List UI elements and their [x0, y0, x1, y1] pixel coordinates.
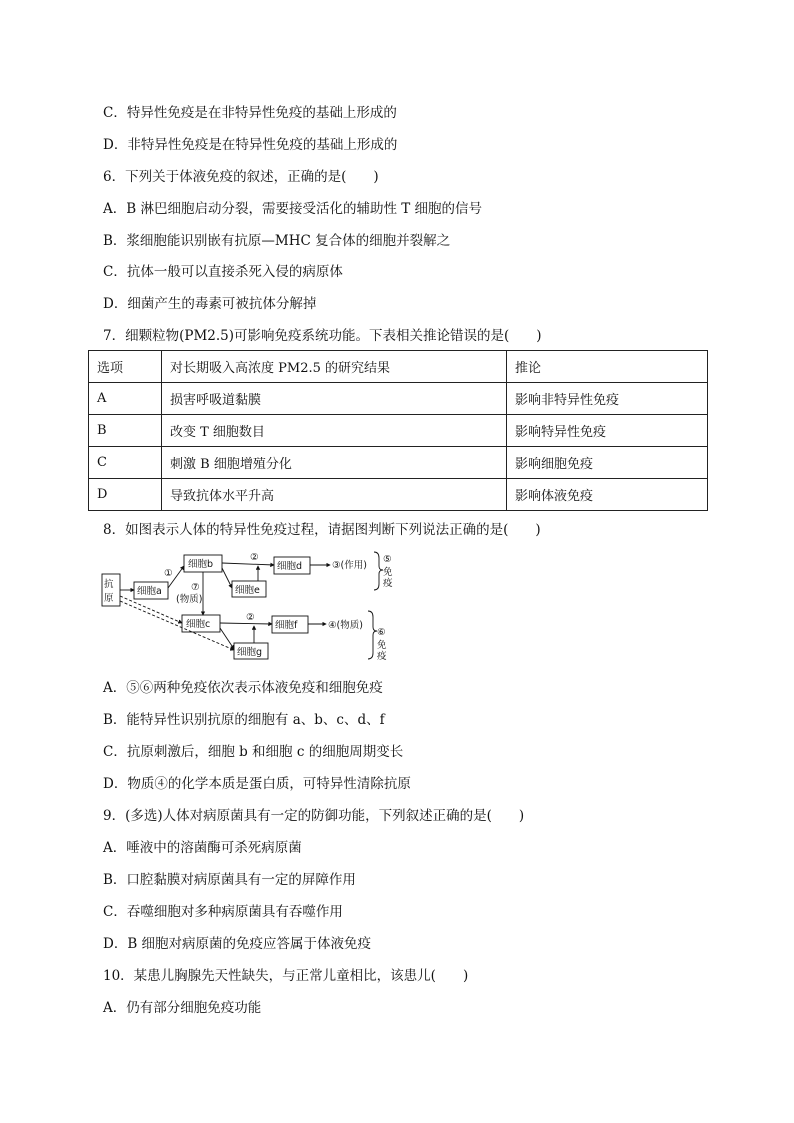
q5-option-d: D．非特异性免疫是在特异性免疫的基础上形成的: [103, 137, 398, 153]
q6-option-d: D．细菌产生的毒素可被抗体分解掉: [103, 296, 317, 312]
table-row: [89, 447, 708, 479]
table-cell: C: [89, 447, 162, 479]
q7-table: [88, 350, 708, 511]
mark-4-label: ④(物质): [328, 620, 363, 631]
cell-a-label: 细胞a: [137, 586, 162, 597]
table-header-cell: 推论: [507, 351, 708, 383]
mark-7: ⑦: [191, 582, 200, 593]
mark-2-bottom: ②: [246, 612, 255, 623]
q9-option-c: C．吞噬细胞对多种病原菌具有吞噬作用: [103, 904, 343, 920]
table-cell: 损害呼吸道黏膜: [162, 383, 507, 415]
table-header-cell: 对长期吸入高浓度 PM2.5 的研究结果: [162, 351, 507, 383]
brace-5: [374, 552, 383, 590]
antigen-label-2: 原: [104, 593, 114, 604]
table-cell: 影响体液免疫: [507, 479, 708, 511]
table-row: [89, 383, 708, 415]
brace-6: [368, 611, 377, 659]
q6-option-a: A．B 淋巴细胞启动分裂，需要接受活化的辅助性 T 细胞的信号: [103, 201, 483, 217]
q6-stem: 6．下列关于体液免疫的叙述，正确的是( ): [103, 169, 379, 185]
effect-label: ③(作用): [332, 560, 367, 571]
table-cell: 导致抗体水平升高: [162, 479, 507, 511]
immunity-6-char2: 疫: [377, 651, 387, 662]
immunity-6-char1: 免: [377, 640, 387, 651]
antigen-label-1: 抗: [104, 579, 114, 590]
cell-g-label: 细胞g: [237, 647, 263, 658]
mark-2-top: ②: [250, 552, 259, 563]
table-cell: A: [89, 383, 162, 415]
table-cell: B: [89, 415, 162, 447]
q9-option-a: A．唾液中的溶菌酶可杀死病原菌: [103, 840, 302, 856]
immunity-5-char1: 免: [383, 567, 393, 578]
table-header-row: [89, 351, 708, 383]
table-row: [89, 479, 708, 511]
cell-d-label: 细胞d: [277, 561, 303, 572]
mark-1: ①: [164, 568, 173, 579]
q8-option-b: B．能特异性识别抗原的细胞有 a、b、c、d、f: [103, 712, 385, 728]
q7-stem: 7．细颗粒物(PM2.5)可影响免疫系统功能。下表相关推论错误的是( ): [103, 328, 542, 344]
q10-stem: 10．某患儿胸腺先天性缺失，与正常儿童相比，该患儿( ): [103, 968, 469, 984]
q9-option-b: B．口腔黏膜对病原菌具有一定的屏障作用: [103, 872, 356, 888]
q6-option-b: B．浆细胞能识别嵌有抗原—MHC 复合体的细胞并裂解之: [103, 233, 451, 249]
table-header-cell: 选项: [89, 351, 162, 383]
immunity-5-num: ⑤: [383, 554, 392, 565]
table-cell: D: [89, 479, 162, 511]
table-cell: 刺激 B 细胞增殖分化: [162, 447, 507, 479]
immunity-6-num: ⑥: [377, 627, 386, 638]
q6-option-c: C．抗体一般可以直接杀死入侵的病原体: [103, 264, 343, 280]
q8-option-c: C．抗原刺激后，细胞 b 和细胞 c 的细胞周期变长: [103, 744, 404, 760]
cell-b-label: 细胞b: [188, 559, 214, 570]
table-cell: 改变 T 细胞数目: [162, 415, 507, 447]
q8-option-d: D．物质④的化学本质是蛋白质，可特异性清除抗原: [103, 776, 411, 792]
cell-e-label: 细胞e: [235, 585, 260, 596]
cell-c-label: 细胞c: [186, 619, 211, 630]
immunity-5-char2: 疫: [383, 578, 393, 589]
q9-stem: 9．(多选)人体对病原菌具有一定的防御功能，下列叙述正确的是( ): [103, 808, 525, 824]
q10-option-a: A．仍有部分细胞免疫功能: [103, 1000, 262, 1016]
table-cell: 影响特异性免疫: [507, 415, 708, 447]
table-row: [89, 415, 708, 447]
table-cell: 影响非特异性免疫: [507, 383, 708, 415]
q5-option-c: C．特异性免疫是在非特异性免疫的基础上形成的: [103, 105, 397, 121]
immunity-diagram: [98, 548, 408, 666]
q9-option-d: D．B 细胞对病原菌的免疫应答属于体液免疫: [103, 936, 372, 952]
table-cell: 影响细胞免疫: [507, 447, 708, 479]
q8-stem: 8．如图表示人体的特异性免疫过程，请据图判断下列说法正确的是( ): [103, 522, 541, 538]
q8-option-a: A．⑤⑥两种免疫依次表示体液免疫和细胞免疫: [103, 680, 383, 696]
cell-f-label: 细胞f: [275, 620, 298, 631]
substance-label: (物质): [176, 594, 203, 605]
